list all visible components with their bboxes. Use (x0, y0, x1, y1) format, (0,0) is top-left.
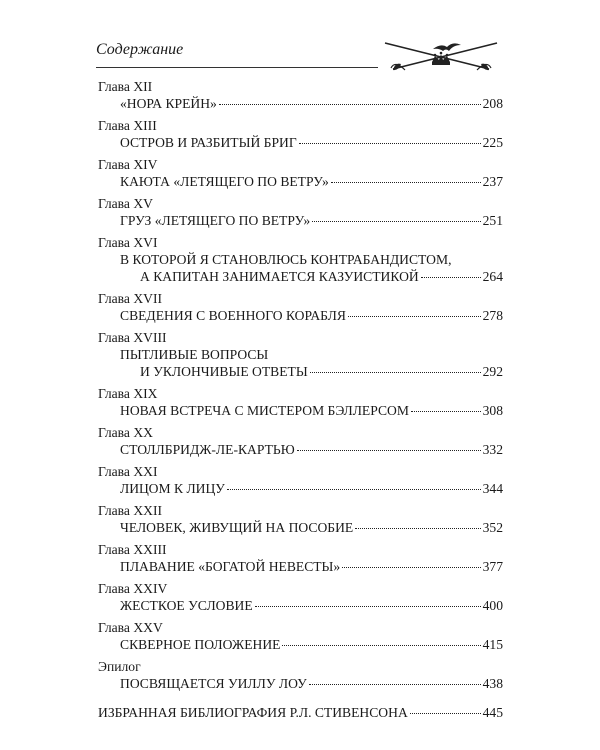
chapter-label: Глава XIX (98, 386, 158, 401)
leader-dots (219, 104, 481, 105)
toc-entry-ch17[interactable] (98, 290, 503, 324)
page-number: 332 (482, 442, 503, 457)
toc-entry-ch15[interactable] (98, 195, 503, 229)
toc-entry-ch19[interactable] (98, 385, 503, 419)
toc-line (98, 307, 503, 324)
page-number: 445 (482, 705, 503, 720)
toc-entry-bibliography[interactable] (98, 704, 503, 721)
page-number: 225 (482, 135, 503, 150)
leader-dots (297, 450, 481, 451)
toc-entry-ch20[interactable] (98, 424, 503, 458)
page-number: 292 (482, 364, 503, 379)
toc-line (98, 636, 503, 653)
toc-line (98, 173, 503, 190)
table-of-contents (98, 78, 503, 726)
page-number: 237 (482, 174, 503, 189)
toc-line (98, 346, 503, 363)
chapter-title: ГРУЗ «ЛЕТЯЩЕГО ПО ВЕТРУ» (120, 213, 311, 228)
page-number: 415 (482, 637, 503, 652)
chapter-label: Глава XXI (98, 464, 158, 479)
leader-dots (310, 372, 481, 373)
toc-entry-ch21[interactable] (98, 463, 503, 497)
page-number: 278 (482, 308, 503, 323)
toc-entry-ch24[interactable] (98, 580, 503, 614)
page-number: 352 (482, 520, 503, 535)
page-number: 264 (482, 269, 503, 284)
leader-dots (309, 684, 481, 685)
toc-line (98, 251, 503, 268)
leader-dots (227, 489, 481, 490)
toc-line (98, 480, 503, 497)
toc-line (98, 363, 503, 380)
leader-dots (355, 528, 480, 529)
chapter-title: ОСТРОВ И РАЗБИТЫЙ БРИГ (120, 135, 297, 150)
chapter-label: Глава XV (98, 196, 153, 211)
toc-line (98, 212, 503, 229)
chapter-label: Глава XXII (98, 503, 163, 518)
leader-dots (282, 645, 480, 646)
chapter-title-line2: И УКЛОНЧИВЫЕ ОТВЕТЫ (140, 364, 308, 379)
page-number: 208 (482, 96, 503, 111)
leader-dots (312, 221, 480, 222)
leader-dots (421, 277, 481, 278)
chapter-label: Глава XVI (98, 235, 158, 250)
toc-entry-ch25[interactable] (98, 619, 503, 653)
chapter-title: ЛИЦОМ К ЛИЦУ (120, 481, 225, 496)
epilogue-title: ПОСВЯЩАЕТСЯ УИЛЛУ ЛОУ (120, 676, 307, 691)
page-header (96, 40, 504, 72)
chapter-label: Глава XVIII (98, 330, 167, 345)
toc-line (98, 95, 503, 112)
chapter-label: Глава XXIII (98, 542, 167, 557)
chapter-title: «НОРА КРЕЙН» (120, 96, 217, 111)
toc-line (98, 704, 503, 721)
chapter-title: ЖЕСТКОЕ УСЛОВИЕ (120, 598, 253, 613)
chapter-label: Глава XXV (98, 620, 163, 635)
toc-line (98, 675, 503, 692)
toc-entry-ch23[interactable] (98, 541, 503, 575)
toc-entry-ch22[interactable] (98, 502, 503, 536)
toc-entry-ch13[interactable] (98, 117, 503, 151)
chapter-label: Глава XVII (98, 291, 163, 306)
toc-entry-ch16[interactable] (98, 234, 503, 285)
chapter-title: ЧЕЛОВЕК, ЖИВУЩИЙ НА ПОСОБИЕ (120, 520, 354, 535)
chapter-title-line2: А КАПИТАН ЗАНИМАЕТСЯ КАЗУИСТИКОЙ (140, 269, 419, 284)
leader-dots (342, 567, 480, 568)
toc-line (98, 597, 503, 614)
epilogue-label: Эпилог (98, 659, 141, 674)
crossed-swords-crown-bird-icon (379, 40, 503, 74)
toc-line (98, 402, 503, 419)
chapter-title: НОВАЯ ВСТРЕЧА С МИСТЕРОМ БЭЛЛЕРСОМ (120, 403, 409, 418)
chapter-label: Глава XIV (98, 157, 158, 172)
toc-line (98, 134, 503, 151)
page-number: 344 (482, 481, 503, 496)
chapter-label: Глава XII (98, 79, 153, 94)
toc-entry-ch12[interactable] (98, 78, 503, 112)
chapter-label: Глава XXIV (98, 581, 168, 596)
chapter-title-line1: ПЫТЛИВЫЕ ВОПРОСЫ (120, 347, 269, 362)
page-number: 438 (482, 676, 503, 691)
page-title: Содержание (96, 41, 184, 58)
toc-line (98, 268, 503, 285)
page-number: 251 (482, 213, 503, 228)
leader-dots (411, 411, 481, 412)
page-number: 308 (482, 403, 503, 418)
page-number: 400 (482, 598, 503, 613)
toc-line (98, 441, 503, 458)
chapter-title: СКВЕРНОЕ ПОЛОЖЕНИЕ (120, 637, 281, 652)
chapter-title-line1: В КОТОРОЙ Я СТАНОВЛЮСЬ КОНТРАБАНДИСТОМ, (120, 252, 452, 267)
toc-entry-ch14[interactable] (98, 156, 503, 190)
page-number: 377 (482, 559, 503, 574)
leader-dots (410, 713, 481, 714)
chapter-title: СТОЛЛБРИДЖ-ЛЕ-КАРТЬЮ (120, 442, 295, 457)
bibliography-title: ИЗБРАННАЯ БИБЛИОГРАФИЯ Р.Л. СТИВЕНСОНА (98, 705, 408, 720)
leader-dots (299, 143, 481, 144)
toc-entry-ch18[interactable] (98, 329, 503, 380)
toc-line (98, 519, 503, 536)
chapter-title: СВЕДЕНИЯ С ВОЕННОГО КОРАБЛЯ (120, 308, 346, 323)
toc-line (98, 558, 503, 575)
header-rule (96, 67, 378, 68)
leader-dots (331, 182, 481, 183)
chapter-title: КАЮТА «ЛЕТЯЩЕГО ПО ВЕТРУ» (120, 174, 329, 189)
leader-dots (348, 316, 481, 317)
chapter-label: Глава XIII (98, 118, 157, 133)
leader-dots (255, 606, 481, 607)
chapter-title: ПЛАВАНИЕ «БОГАТОЙ НЕВЕСТЫ» (120, 559, 341, 574)
chapter-label: Глава XX (98, 425, 153, 440)
toc-entry-epilogue[interactable] (98, 658, 503, 692)
